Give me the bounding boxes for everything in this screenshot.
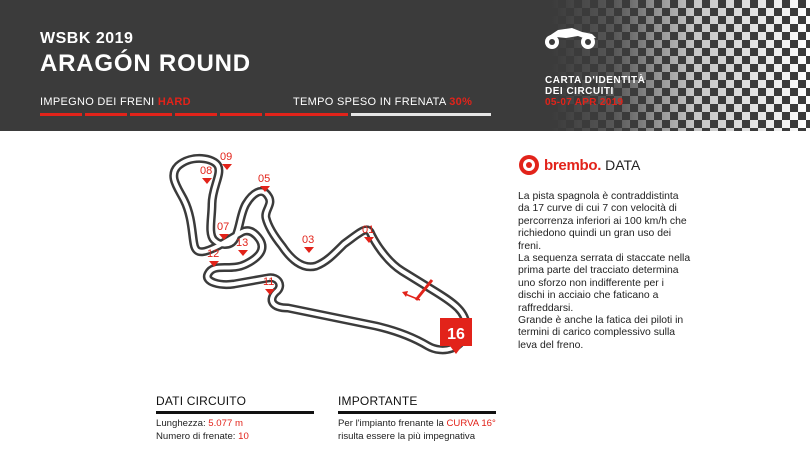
svg-text:12: 12 (207, 248, 220, 260)
svg-text:07: 07 (217, 221, 230, 233)
svg-text:05: 05 (258, 173, 271, 185)
brake-effort-label: IMPEGNO DEI FRENI (40, 96, 155, 108)
track-description (518, 191, 693, 352)
corner-markers (200, 151, 374, 295)
description-paragraph: La sequenza serrata di staccate nella prima parte del tracciato determina uno sforzo non indifferente per i dischi in acciaio che faticano a raffreddarsi. (518, 253, 691, 314)
motorcycle-icon (542, 24, 598, 50)
important-divider (338, 411, 496, 414)
brembo-logo-icon (518, 154, 540, 176)
checkered-flag-pattern (550, 0, 810, 131)
important-heading: IMPORTANTE (338, 394, 418, 408)
description-paragraph: La pista spagnola è contraddistinta da 17 curve di cui 7 con velocità di percorrenza inferiori ai 100 km/h che richiedono quindi un gran uso dei freni. (518, 191, 687, 252)
svg-text:16: 16 (447, 326, 465, 343)
corner-13-marker (236, 237, 248, 256)
braking-time-metric (293, 96, 472, 108)
track-map (150, 140, 490, 380)
circuit-length-value: 5.077 m (208, 418, 243, 429)
description-paragraph: Grande è anche la fatica dei piloti in termini di carico complessivo sulla leva del freno. (518, 315, 684, 351)
circuit-data-values (156, 418, 249, 443)
brembo-data-label: DATA (605, 157, 641, 173)
direction-arrow-icon (402, 291, 420, 300)
event-dates: 05-07 APR 2019 (545, 97, 624, 108)
svg-text:03: 03 (302, 234, 315, 246)
brembo-data-heading (518, 154, 640, 176)
circuit-braking-count: Numero di frenate: 10 (156, 430, 249, 442)
svg-text:09: 09 (220, 151, 233, 163)
id-card-title: CARTA D'IDENTITÀ DEI CIRCUITI (545, 75, 646, 97)
braking-time-bar (293, 113, 491, 116)
important-note: Per l'impianto frenante la CURVA 16° risulta essere la più impegnativa (338, 418, 496, 442)
svg-text:01: 01 (362, 224, 375, 236)
brembo-logo-text: brembo. (544, 156, 602, 174)
header-banner (0, 0, 810, 131)
circuit-data-heading: DATI CIRCUITO (156, 394, 247, 408)
important-corner: CURVA 16° (446, 418, 496, 429)
event-subtitle: WSBK 2019 (40, 30, 134, 47)
svg-text:11: 11 (263, 276, 275, 288)
event-title: ARAGÓN ROUND (40, 50, 251, 77)
brake-effort-value: HARD (157, 96, 191, 108)
circuit-data-divider (156, 411, 314, 414)
brake-effort-bar (40, 113, 307, 116)
circuit-braking-value: 10 (238, 430, 249, 442)
braking-time-value: 30% (449, 96, 473, 108)
circuit-length: Lunghezza: 5.077 m (156, 418, 243, 429)
svg-text:08: 08 (200, 165, 213, 177)
braking-time-label: TEMPO SPESO IN FRENATA (293, 96, 446, 108)
svg-text:13: 13 (236, 237, 249, 249)
corner-08-marker (200, 165, 212, 184)
corner-03-marker (302, 234, 314, 253)
brake-effort-metric (40, 96, 191, 108)
